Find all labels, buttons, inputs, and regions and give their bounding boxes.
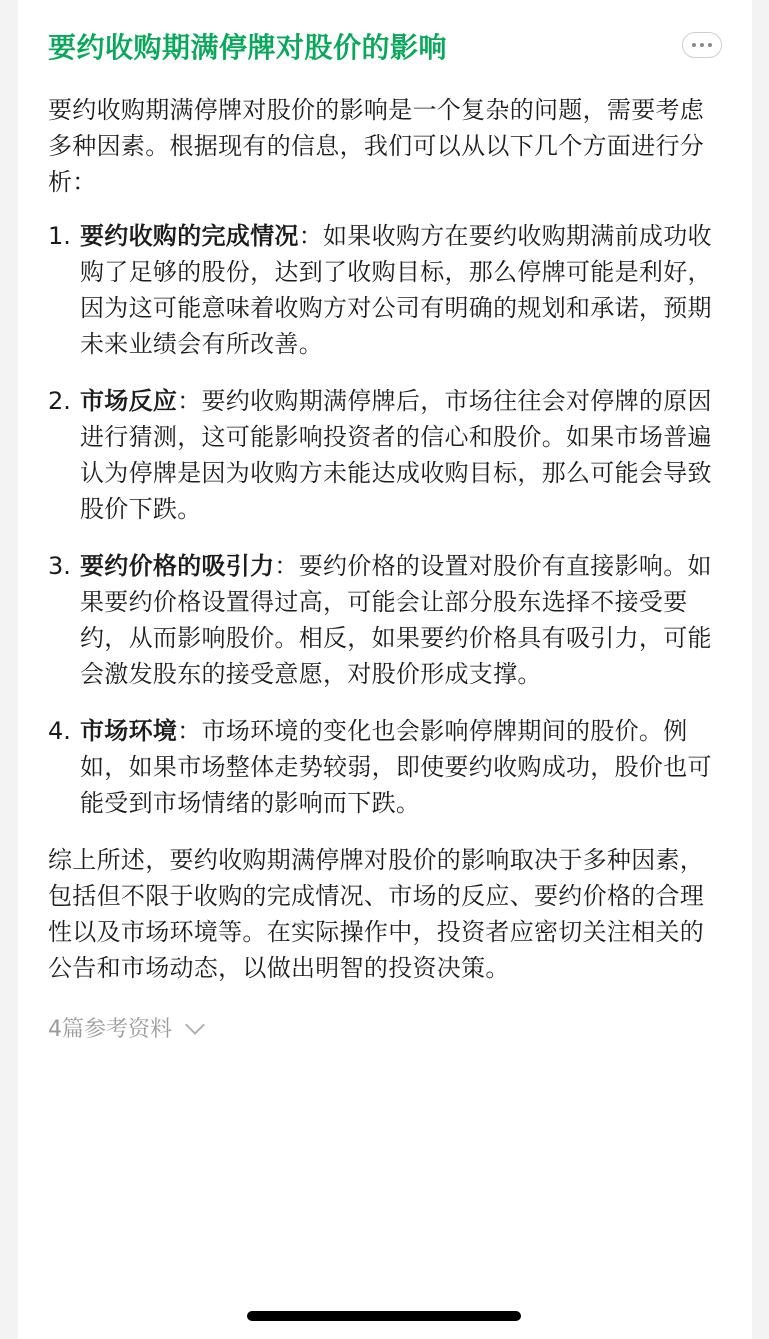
list-item-heading: 要约收购的完成情况: [80, 222, 299, 250]
references-label: 4篇参考资料: [48, 1017, 172, 1042]
list-item: [48, 713, 722, 821]
list-item-heading: 要约价格的吸引力: [80, 552, 275, 580]
answer-card: [18, 0, 752, 1339]
list-item-body: ：市场环境的变化也会影响停牌期间的股价。例如，如果市场整体走势较弱，即使要约收购成功，股价也可能受到市场情绪的影响而下跌。: [80, 717, 712, 817]
list-item-number: 3.: [48, 552, 71, 580]
list-item-body: ：要约收购期满停牌后，市场往往会对停牌的原因进行猜测，这可能影响投资者的信心和股价。如果市场普遍认为停牌是因为收购方未能达成收购目标，那么可能会导致股价下跌。: [80, 387, 712, 523]
analysis-list: [48, 218, 722, 821]
more-options-button[interactable]: [682, 32, 722, 58]
list-item-number: 4.: [48, 717, 71, 745]
chevron-down-icon: [185, 1015, 205, 1035]
references-toggle[interactable]: [48, 1012, 722, 1043]
list-item-text: [80, 713, 722, 821]
more-dot-icon: [700, 43, 704, 47]
list-item-heading: 市场环境: [80, 717, 178, 745]
intro-paragraph: 要约收购期满停牌对股价的影响是一个复杂的问题，需要考虑多种因素。根据现有的信息，我们可以从以下几个方面进行分析：: [48, 96, 705, 196]
list-item-text: [80, 218, 722, 362]
more-dot-icon: [692, 43, 696, 47]
list-item: [48, 383, 722, 527]
list-item-number: 2.: [48, 387, 71, 415]
list-item-body: ：如果收购方在要约收购期满前成功收购了足够的股份，达到了收购目标，那么停牌可能是利好，因为这可能意味着收购方对公司有明确的规划和承诺，预期未来业绩会有所改善。: [80, 222, 712, 358]
summary-paragraph: 综上所述，要约收购期满停牌对股价的影响取决于多种因素，包括但不限于收购的完成情况、市场的反应、要约价格的合理性以及市场环境等。在实际操作中，投资者应密切关注相关的公告和市场动态，以做出明智的投资决策。: [48, 846, 705, 982]
list-item: [48, 218, 722, 362]
home-indicator[interactable]: [247, 1311, 521, 1321]
list-item-heading: 市场反应: [80, 387, 178, 415]
list-item-text: [80, 548, 722, 692]
list-item: [48, 548, 722, 692]
list-item-body: ：要约价格的设置对股价有直接影响。如果要约价格设置得过高，可能会让部分股东选择不接受要约，从而影响股价。相反，如果要约价格具有吸引力，可能会激发股东的接受意愿，对股价形成支撑。: [80, 552, 712, 688]
more-dot-icon: [708, 43, 712, 47]
answer-title: 要约收购期满停牌对股价的影响: [48, 31, 448, 64]
answer-header: [48, 0, 722, 92]
list-item-number: 1.: [48, 222, 71, 250]
list-item-text: [80, 383, 722, 527]
